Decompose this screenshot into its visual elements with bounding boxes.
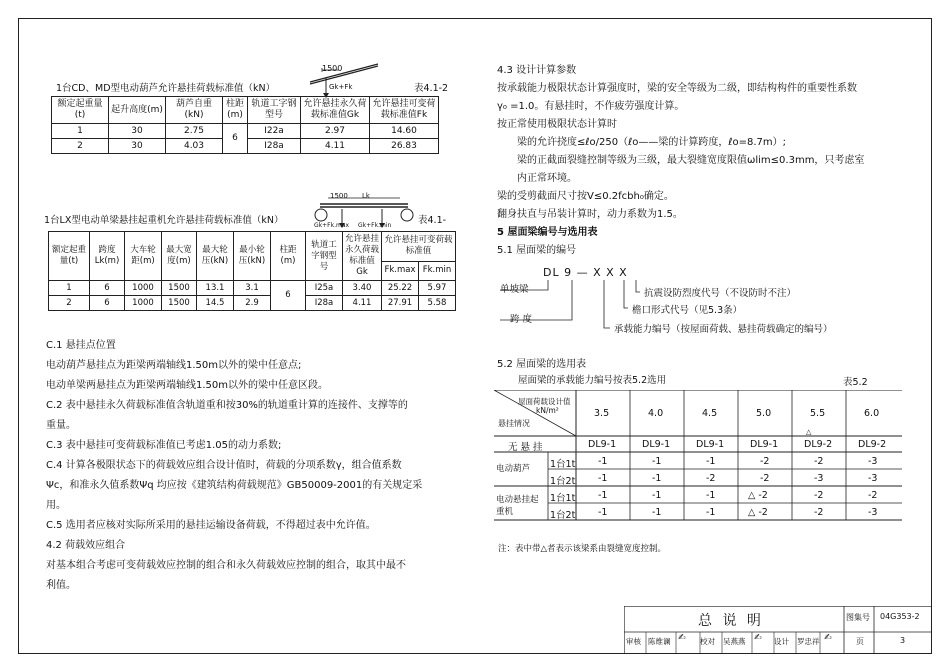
sec52-table xyxy=(494,390,902,536)
col-3-5: 3.5 xyxy=(594,408,610,419)
t2-h5: 最小轮压(kN) xyxy=(238,245,266,266)
left-line: 重量。 xyxy=(46,420,76,431)
row0-sub: 1台1t xyxy=(550,459,576,470)
table2-diagram-label: 1500 xyxy=(330,192,348,200)
right-line: 5 屋面梁编号与选用表 xyxy=(497,227,598,238)
row2-v0: -1 xyxy=(598,490,608,501)
t2-r1-c7: 4.11 xyxy=(343,296,382,311)
sec52-title: 5.2 屋面梁的选用表 xyxy=(497,359,587,370)
left-notes xyxy=(46,336,422,596)
t2-r1-c3: 1500 xyxy=(162,296,197,311)
left-line: C.3 表中悬挂可变荷载标准值已考虑1.05的动力系数; xyxy=(46,440,282,451)
code-label-single-slope: 单坡梁 xyxy=(500,284,529,295)
triangle-marker: △ xyxy=(806,428,812,436)
t2-r0-c9: 5.97 xyxy=(419,281,456,296)
title-block-title: 总 说 明 xyxy=(698,613,764,629)
t2-r1-c5: 2.9 xyxy=(234,296,271,311)
col-5-5: 5.5 xyxy=(810,408,826,419)
t1-r0-c1: 30 xyxy=(109,124,166,139)
col-5-0: 5.0 xyxy=(756,408,772,419)
right-line: 梁的受剪截面尺寸按V≤0.2fcbh₀确定。 xyxy=(497,191,674,202)
table2-diagram-f2: Gk+Fk.min xyxy=(358,222,392,229)
left-line: Ψc，和准永久值系数Ψq 均应按《建筑结构荷载规范》GB50009-2001的有关规定采 xyxy=(46,480,423,491)
t2-h2: 大车轮距(m) xyxy=(130,245,156,266)
t1-r0-c2: 2.75 xyxy=(166,124,223,139)
row1-v4: -3 xyxy=(814,473,824,484)
row1-v1: -1 xyxy=(652,473,662,484)
table1-label: 表4.1-2 xyxy=(414,83,449,94)
t2-h7: 轨道工字钢型号 xyxy=(311,239,337,272)
row1-v0: -1 xyxy=(598,473,608,484)
left-line: 利值。 xyxy=(46,580,76,591)
t1-r1-c3: I28a xyxy=(248,139,301,154)
table-row xyxy=(52,124,439,139)
t1-h5: 允许悬挂永久荷载标准值Gk xyxy=(303,99,367,120)
no-hang-1: DL9-1 xyxy=(642,439,671,450)
t2-h4: 最大轮压(kN) xyxy=(201,245,229,266)
t2-h6: 柱距(m) xyxy=(279,245,297,266)
t2-r0-c1: 6 xyxy=(90,281,125,296)
code-label-seismic: 抗震设防烈度代号（不设防时不注） xyxy=(644,288,797,299)
row1-sub: 1台2t xyxy=(550,476,576,487)
t2-r1-c8: 27.91 xyxy=(382,296,419,311)
right-line: 按承载能力极限状态计算强度时，梁的安全等级为二级，即结构构件的重要性系数 xyxy=(497,83,857,94)
atlas-no: 04G353-2 xyxy=(880,612,920,621)
t2-h0: 额定起重量(t) xyxy=(51,245,86,266)
row3-v1: -1 xyxy=(652,507,662,518)
page-label: 页 xyxy=(856,637,864,646)
table1-diagram-force: Gk+Fk xyxy=(329,83,353,91)
code-label-eave: 檐口形式代号（见5.3条） xyxy=(632,305,743,316)
t1-r1-c4: 4.11 xyxy=(301,139,370,154)
left-line: C.4 计算各极限状态下的荷载效应组合设计值时，荷载的分项系数γ，组合值系数 xyxy=(46,460,402,471)
col-4-5: 4.5 xyxy=(702,408,718,419)
right-line: 梁的允许挠度≤ℓo/250（ℓo——梁的计算跨度，ℓo=8.7m）; xyxy=(517,137,786,148)
col-4-0: 4.0 xyxy=(648,408,664,419)
t1-r0-c4: 2.97 xyxy=(301,124,370,139)
t2-span: 6 xyxy=(271,281,306,311)
role-review-name: 陈维谰 xyxy=(648,637,671,646)
row2-v4: -2 xyxy=(814,490,824,501)
right-line: γ₀ =1.0。有悬挂时，不作疲劳强度计算。 xyxy=(497,101,685,112)
role-design-name: 罗忠祥 xyxy=(797,637,820,646)
t2-h9: Fk.max xyxy=(384,265,416,276)
left-line: 4.2 荷载效应组合 xyxy=(46,540,126,551)
t2-r0-c4: 13.1 xyxy=(197,281,234,296)
row0-v3: -2 xyxy=(760,456,770,467)
t1-h6: 允许悬挂可变荷载标准值Fk xyxy=(372,99,436,120)
t2-h10: Fk.min xyxy=(422,265,452,276)
left-line: 电动葫芦悬挂点为距梁两端轴线1.50m以外的梁中任意点; xyxy=(46,360,302,371)
t2-h1: 跨度Lk(m) xyxy=(94,245,120,266)
table2-diagram-f1: Gk+Fk.max xyxy=(314,222,350,229)
beam-code: DL 9 — X X X xyxy=(543,266,628,279)
corner-top: 屋面荷载设计值 xyxy=(518,397,571,406)
table2-label: 表4.1- xyxy=(418,215,447,226)
row2-sub: 1台1t xyxy=(550,493,576,504)
page-no: 3 xyxy=(900,636,906,645)
table-row xyxy=(49,296,456,311)
table1-caption: 1台CD、MD型电动葫芦允许悬挂荷载标准值（kN） xyxy=(56,83,276,94)
t2-r1-c2: 1000 xyxy=(125,296,162,311)
t2-r1-c6: I28a xyxy=(306,296,343,311)
no-hang-0: DL9-1 xyxy=(588,439,617,450)
row1-v5: -3 xyxy=(868,473,878,484)
t1-r0-c0: 1 xyxy=(52,124,109,139)
t2-r1-c1: 6 xyxy=(90,296,125,311)
row3-v2: -1 xyxy=(706,507,716,518)
t1-r1-c1: 30 xyxy=(109,139,166,154)
atlas-label: 图集号 xyxy=(846,613,870,622)
left-line: 用。 xyxy=(46,500,66,511)
right-notes xyxy=(497,62,864,260)
corner-unit: kN/m² xyxy=(536,406,559,415)
t1-span: 6 xyxy=(223,124,248,154)
t2-r0-c8: 25.22 xyxy=(382,281,419,296)
t1-h0: 额定起重量(t) xyxy=(57,99,103,120)
signature-design: ✍ xyxy=(824,633,832,643)
row1-v2: -2 xyxy=(706,473,716,484)
t1-r1-c0: 2 xyxy=(52,139,109,154)
table-row xyxy=(49,281,456,296)
row2-v2: -1 xyxy=(706,490,716,501)
t2-r0-c0: 1 xyxy=(49,281,90,296)
t1-r0-c5: 14.60 xyxy=(370,124,439,139)
left-line: 电动单梁两悬挂点为距梁两端轴线1.50m以外的梁中任意区段。 xyxy=(46,380,329,391)
right-line: 5.1 屋面梁的编号 xyxy=(497,245,577,256)
role-check-name: 吴燕燕 xyxy=(723,637,746,646)
no-hang-2: DL9-1 xyxy=(696,439,725,450)
t1-h4: 轨道工字钢型号 xyxy=(251,99,297,120)
row0-v5: -3 xyxy=(868,456,878,467)
sec52-subtitle: 屋面梁的承载能力编号按表5.2选用 xyxy=(518,375,667,386)
role-check: 校对 xyxy=(700,637,715,646)
sec52-note: 注：表中带△者表示该梁系由裂缝宽度控制。 xyxy=(498,544,667,554)
row2-v5: -2 xyxy=(868,490,878,501)
col-6-0: 6.0 xyxy=(864,408,880,419)
left-line: C.2 表中悬挂永久荷载标准值含轨道重和按30%的轨道重计算的连接件、支撑等的 xyxy=(46,400,408,411)
no-hang-4: DL9-2 xyxy=(804,439,833,450)
row2-v3: △ -2 xyxy=(748,490,768,501)
row1-v3: -2 xyxy=(760,473,770,484)
row3-v3: △ -2 xyxy=(748,507,768,518)
table2-caption: 1台LX型电动单梁悬挂起重机允许悬挂荷载标准值（kN） xyxy=(44,215,284,226)
row0-v0: -1 xyxy=(598,456,608,467)
signature-review: ✍ xyxy=(678,633,686,643)
t2-h8: 允许悬挂永久荷载标准值Gk xyxy=(345,234,380,277)
table2 xyxy=(48,231,456,311)
right-line: 翻身扶直与吊装计算时，动力系数为1.5。 xyxy=(497,209,683,220)
no-hang-3: DL9-1 xyxy=(750,439,779,450)
t2-group-header: 允许悬挂可变荷载标准值 xyxy=(384,235,453,257)
left-line: C.1 悬挂点位置 xyxy=(46,340,116,351)
table2-diagram-lk: Lk xyxy=(362,192,370,200)
right-line: 内正常环境。 xyxy=(517,173,577,184)
code-label-capacity: 承载能力编号（按屋面荷载、悬挂荷载确定的编号） xyxy=(614,324,833,335)
row0-v2: -1 xyxy=(706,456,716,467)
t2-r0-c7: 3.40 xyxy=(343,281,382,296)
role-design: 设计 xyxy=(774,637,789,646)
group-crane: 电动悬挂起重机 xyxy=(496,495,539,517)
row0-v1: -1 xyxy=(652,456,662,467)
t2-h3: 最大宽度(m) xyxy=(166,245,192,266)
t1-r1-c2: 4.03 xyxy=(166,139,223,154)
t2-r0-c2: 1000 xyxy=(125,281,162,296)
right-line: 4.3 设计计算参数 xyxy=(497,65,577,76)
right-line: 梁的正截面裂缝控制等级为三级，最大裂缝宽度限值ωlim≤0.3mm，只考虑室 xyxy=(517,155,865,166)
sec52-label: 表5.2 xyxy=(843,377,868,388)
table1-diagram-label: 1500 xyxy=(322,64,343,73)
t2-r0-c6: I25a xyxy=(306,281,343,296)
t2-r1-c4: 14.5 xyxy=(197,296,234,311)
row3-v4: -2 xyxy=(814,507,824,518)
t1-h3: 柱距(m) xyxy=(225,99,244,120)
table1-load-diagram xyxy=(306,58,386,98)
t2-r1-c9: 5.58 xyxy=(419,296,456,311)
signature-check: ✍ xyxy=(754,633,762,643)
t1-h2: 葫芦自重(kN) xyxy=(175,99,212,120)
left-line: C.5 选用者应核对实际所采用的悬挂运输设备荷载，不得超过表中允许值。 xyxy=(46,520,376,531)
corner-bottom: 悬挂情况 xyxy=(498,419,530,428)
t1-r1-c5: 26.83 xyxy=(370,139,439,154)
t2-r1-c0: 2 xyxy=(49,296,90,311)
row3-v0: -1 xyxy=(598,507,608,518)
no-hang-label: 无 悬 挂 xyxy=(508,442,543,453)
code-label-span: 跨 度 xyxy=(510,314,533,325)
row2-v1: -1 xyxy=(652,490,662,501)
t2-r0-c3: 1500 xyxy=(162,281,197,296)
table1 xyxy=(51,96,439,154)
t2-r0-c5: 3.1 xyxy=(234,281,271,296)
row3-v5: -3 xyxy=(868,507,878,518)
no-hang-5: DL9-2 xyxy=(858,439,887,450)
row0-v4: -2 xyxy=(814,456,824,467)
t1-h1: 起升高度(m) xyxy=(111,104,163,115)
group-hoist: 电动葫芦 xyxy=(496,464,531,474)
t1-r0-c3: I22a xyxy=(248,124,301,139)
row3-sub: 1台2t xyxy=(550,510,576,521)
right-line: 按正常使用极限状态计算时 xyxy=(497,119,617,130)
left-line: 对基本组合考虑可变荷载效应控制的组合和永久荷载效应控制的组合，取其中最不 xyxy=(46,560,406,571)
role-review: 审核 xyxy=(626,637,641,646)
